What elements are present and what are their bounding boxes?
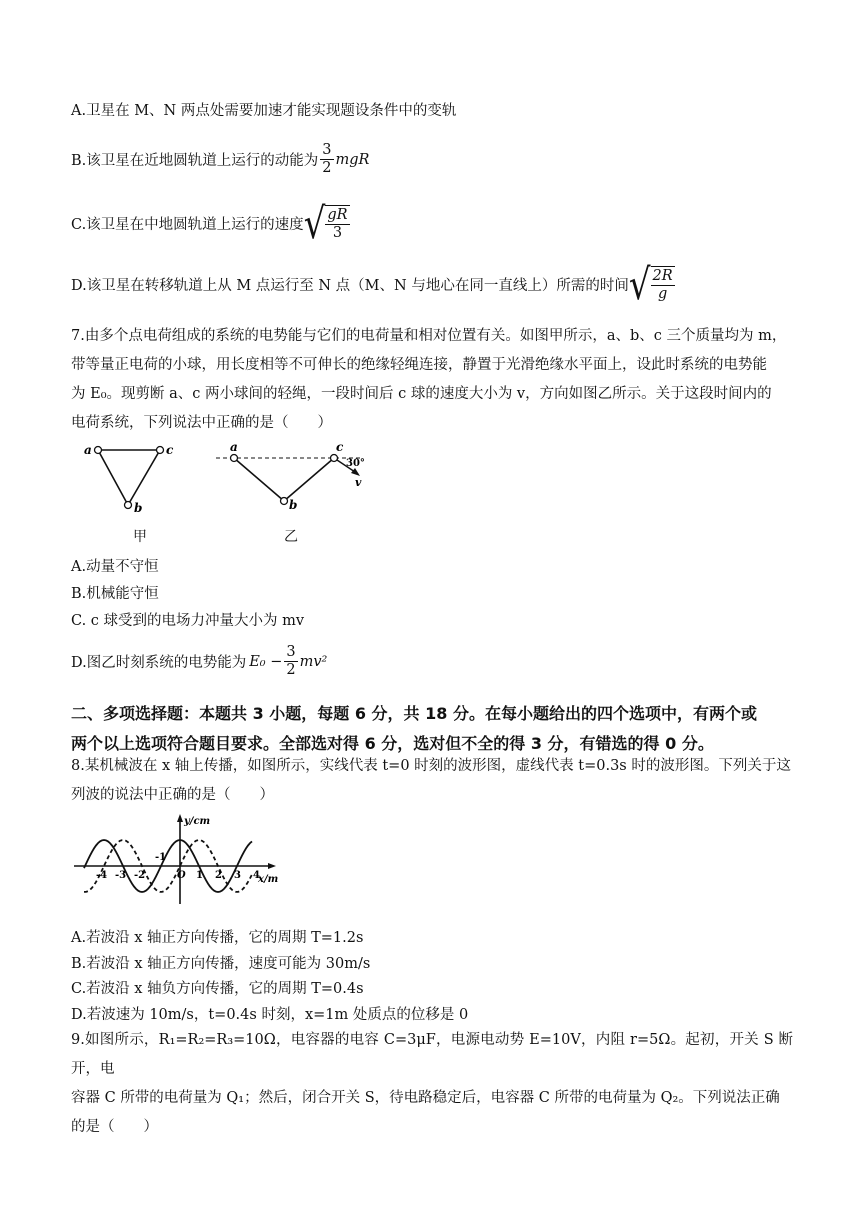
x-tick-label: -3: [115, 870, 127, 881]
section-heading-line: 两个以上选项符合题目要求。全部选对得 6 分，选对但不全的得 3 分，有错选的得 0 分。: [71, 734, 714, 753]
q7-stem: [71, 322, 793, 438]
fraction-denominator: g: [657, 286, 668, 302]
q7-option-b: B.机械能守恒: [71, 586, 159, 602]
q6-option-d-text: D.该卫星在转移轨道上从 M 点运行至 N 点（M、N 与地心在同一直线上）所需的时间: [71, 278, 629, 294]
q7-stem-line: 为 E₀。现剪断 a、c 两小球间的轻绳，一段时间后 c 球的速度大小为 v，方向如图乙所示。关于这段时间内的: [71, 386, 772, 402]
q6-option-c-sqrt: √ $\frac{gR}{3}$: [303, 198, 348, 249]
q7-stem-line: 带等量正电荷的小球，用长度相等不可伸长的绝缘轻绳连接，静置于光滑绝缘水平面上，设此时系统的电势能: [71, 357, 767, 373]
label-angle: 30°: [346, 458, 365, 469]
q7-option-d: [71, 644, 327, 679]
ball-b: [125, 502, 132, 509]
q6-option-c-text: C.该卫星在中地圆轨道上运行的速度: [71, 217, 304, 233]
ball-c: [331, 455, 338, 462]
q7-option-a: A.动量不守恒: [71, 559, 159, 575]
figure-jia-triangle: [84, 443, 174, 515]
ball-a: [95, 447, 102, 454]
section-heading-line: 二、多项选择题：本题共 3 小题，每题 6 分，共 18 分。在每小题给出的四个选项中，有两个或: [71, 704, 757, 723]
fraction-denominator: 2: [286, 662, 296, 678]
q9-stem-line: 9.如图所示，R₁=R₂=R₃=10Ω，电容器的电容 C=3μF，电源电动势 E=10V，内阻 r=5Ω。起初，开关 S 断开，电: [71, 1032, 793, 1077]
q7-figure: [70, 438, 390, 518]
fraction-numerator: 3: [322, 142, 332, 158]
x-tick-label: -4: [96, 870, 108, 881]
section-heading-multiple-choice: [71, 699, 793, 759]
q7-option-d-expr-tail: mv²: [299, 653, 328, 670]
q9-stem: [71, 1026, 793, 1142]
x-tick-label: 2: [215, 870, 222, 881]
q8-option-d: D.若波速为 10m/s，t=0.4s 时刻，x=1m 处质点的位移是 0: [71, 1007, 469, 1023]
q7-stem-line: 电荷系统，下列说法中正确的是（ ）: [71, 415, 332, 431]
ball-c: [157, 447, 164, 454]
x-tick-label: -2: [134, 870, 146, 881]
q6-option-d-sqrt: √ $\frac{2R}{g}$: [628, 259, 673, 310]
fraction-denominator: 2: [322, 160, 332, 176]
q6-option-b-expr: mgR: [335, 151, 370, 168]
ball-a: [231, 455, 238, 462]
fraction-denominator: 3: [332, 225, 343, 241]
figure-yi: [216, 440, 365, 512]
x-tick-label: -1: [155, 852, 167, 863]
q7-option-d-text: D.图乙时刻系统的电势能为: [71, 655, 247, 671]
q8-option-b: B.若波沿 x 轴正方向传播，速度可能为 30m/s: [71, 956, 371, 972]
label-c: c: [336, 440, 344, 454]
q9-stem-line: 的是（ ）: [71, 1119, 158, 1135]
fraction-numerator: 3: [286, 644, 296, 660]
q7-option-c: C. c 球受到的电场力冲量大小为 mv: [71, 613, 305, 629]
label-a: a: [230, 440, 238, 454]
q6-option-c: [71, 198, 350, 249]
q6-option-d: [71, 259, 675, 310]
y-axis-label: y/cm: [184, 816, 211, 827]
label-a: a: [84, 443, 92, 457]
x-tick-label: 1: [196, 870, 203, 881]
q8-wave-figure: [72, 812, 282, 904]
q6-option-b-fraction: [320, 142, 333, 177]
q8-stem-line: 8.某机械波在 x 轴上传播，如图所示，实线代表 t=0 时刻的波形图，虚线代表 t=0.3s 时的波形图。下列关于这: [71, 758, 791, 774]
x-tick-label: O: [177, 870, 186, 881]
figure-caption-yi: 乙: [284, 529, 298, 545]
q7-option-d-expr: E₀ −: [249, 653, 283, 670]
q6-option-b-text: B.该卫星在近地圆轨道上运行的动能为: [71, 153, 319, 169]
x-tick-label: 3: [234, 870, 241, 881]
q8-stem-line: 列波的说法中正确的是（ ）: [71, 787, 274, 803]
q8-stem: [71, 752, 793, 810]
ball-b: [281, 498, 288, 505]
label-v: v: [355, 476, 362, 489]
fraction-numerator: 2R: [652, 268, 673, 284]
q8-option-a: A.若波沿 x 轴正方向传播，它的周期 T=1.2s: [71, 930, 364, 946]
q6-option-a: A.卫星在 M、N 两点处需要加速才能实现题设条件中的变轨: [71, 103, 457, 119]
x-axis-label: x/m: [258, 874, 279, 885]
q7-option-d-fraction: [284, 644, 297, 679]
x-tick-label: 4: [253, 870, 260, 881]
q9-stem-line: 容器 C 所带的电荷量为 Q₁；然后，闭合开关 S，待电路稳定后，电容器 C 所带的电荷量为 Q₂。下列说法正确: [71, 1090, 780, 1106]
q8-option-c: C.若波沿 x 轴负方向传播，它的周期 T=0.4s: [71, 981, 364, 997]
q7-stem-line: 7.由多个点电荷组成的系统的电势能与它们的电荷量和相对位置有关。如图甲所示，a、b、c 三个质量均为 m，: [71, 328, 787, 344]
label-b: b: [289, 498, 298, 512]
label-c: c: [166, 443, 174, 457]
figure-caption-jia: 甲: [133, 529, 147, 545]
fraction-numerator: gR: [327, 207, 348, 223]
label-b: b: [134, 501, 143, 515]
q6-option-b: [71, 142, 369, 177]
